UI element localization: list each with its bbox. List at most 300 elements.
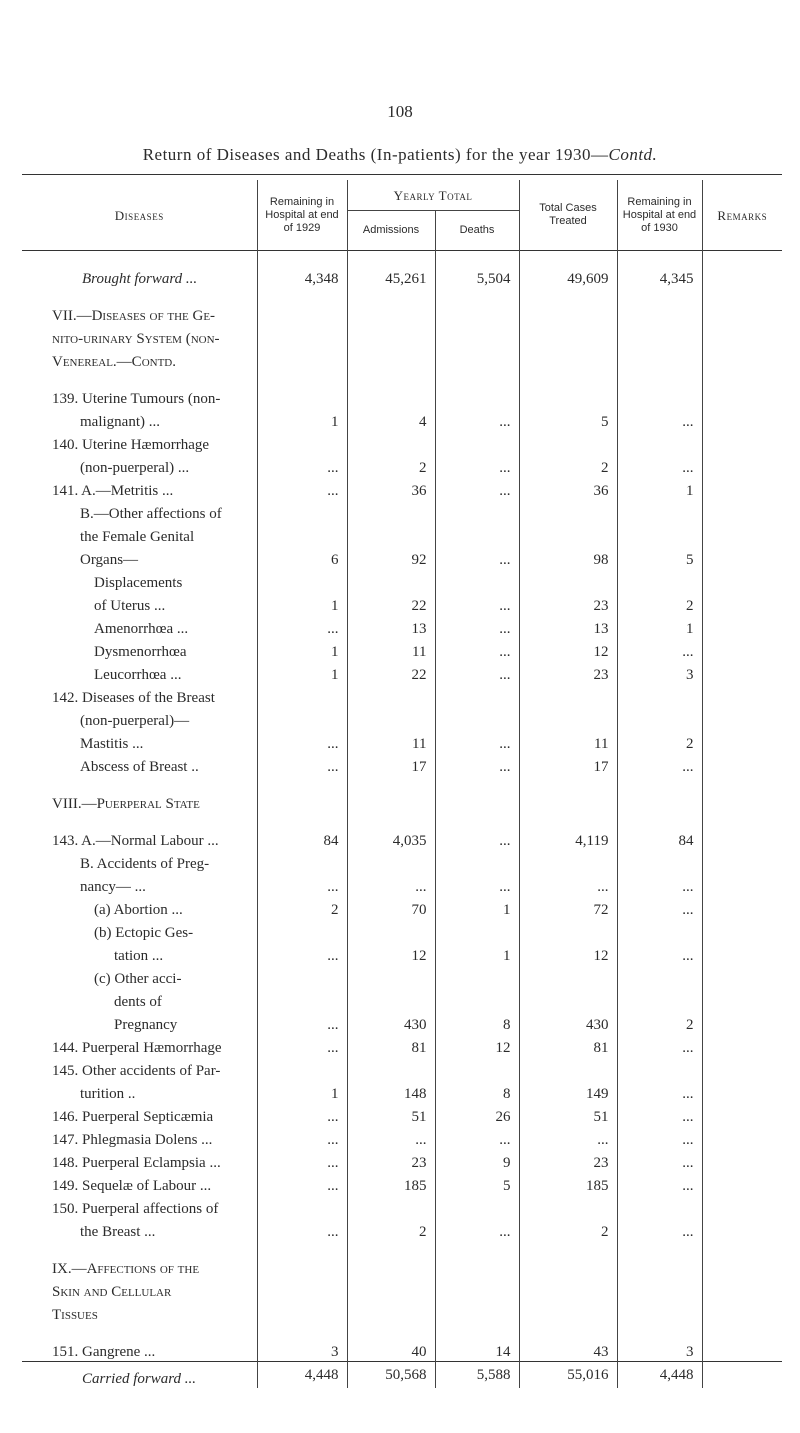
remaining-1930-cell xyxy=(617,1301,702,1324)
row-label: Skin and Cellular xyxy=(52,1284,172,1300)
total-treated-cell xyxy=(519,500,617,523)
remarks-cell xyxy=(702,1255,782,1278)
remaining-1930-cell xyxy=(617,431,702,454)
remarks-cell xyxy=(702,1301,782,1324)
row-label: 147. Phlegmasia Dolens ... xyxy=(52,1132,213,1148)
remaining-1929-cell xyxy=(257,850,347,873)
row-label: (c) Other acci- xyxy=(94,971,182,987)
deaths-cell: 26 xyxy=(435,1103,519,1126)
table-row xyxy=(22,638,782,661)
remaining-1930-cell: 2 xyxy=(617,592,702,615)
row-label: Carried forward ... xyxy=(22,1362,257,1389)
remaining-1930-cell xyxy=(617,919,702,942)
remaining-1929-cell xyxy=(257,1301,347,1324)
table-row xyxy=(22,1195,782,1218)
remaining-1929-cell: 1 xyxy=(257,638,347,661)
remaining-1930-cell xyxy=(617,850,702,873)
remaining-1929-cell: ... xyxy=(257,615,347,638)
row-label: 139. Uterine Tumours (non- xyxy=(52,391,221,407)
admissions-cell xyxy=(347,1255,435,1278)
deaths-cell: ... xyxy=(435,592,519,615)
deaths-cell xyxy=(435,1301,519,1324)
total-treated-cell xyxy=(519,1301,617,1324)
remaining-1929-cell xyxy=(257,1278,347,1301)
row-label: 146. Puerperal Septicæmia xyxy=(52,1109,214,1125)
remaining-1930-cell xyxy=(617,707,702,730)
table-row xyxy=(22,1057,782,1080)
table-row xyxy=(22,1255,782,1278)
row-label: 142. Diseases of the Breast xyxy=(52,690,215,706)
table-row xyxy=(22,1172,782,1195)
returns-table xyxy=(22,180,782,1388)
deaths-cell: 5,588 xyxy=(435,1362,519,1389)
row-label: 151. Gangrene ... xyxy=(52,1344,156,1360)
deaths-cell: ... xyxy=(435,827,519,850)
spacer-row xyxy=(22,813,782,827)
remaining-1929-cell xyxy=(257,500,347,523)
table-row xyxy=(22,1103,782,1126)
total-treated-cell xyxy=(519,919,617,942)
remarks-cell xyxy=(702,546,782,569)
admissions-cell xyxy=(347,431,435,454)
row-label: tation ... xyxy=(114,948,164,964)
remarks-cell xyxy=(702,1011,782,1034)
table-row xyxy=(22,1126,782,1149)
total-treated-cell xyxy=(519,850,617,873)
admissions-cell xyxy=(347,325,435,348)
admissions-cell: 50,568 xyxy=(347,1362,435,1389)
remaining-1930-cell xyxy=(617,1057,702,1080)
remaining-1929-cell: ... xyxy=(257,753,347,776)
deaths-cell xyxy=(435,500,519,523)
total-treated-cell: 12 xyxy=(519,638,617,661)
table-row xyxy=(22,827,782,850)
remaining-1929-cell xyxy=(257,431,347,454)
remaining-1929-cell: ... xyxy=(257,942,347,965)
spacer-row xyxy=(22,1324,782,1338)
remaining-1930-cell xyxy=(617,1278,702,1301)
remaining-1930-cell: ... xyxy=(617,1126,702,1149)
deaths-cell: ... xyxy=(435,477,519,500)
row-label: IX.—Affections of the xyxy=(52,1261,200,1277)
row-label: B. Accidents of Preg- xyxy=(80,856,210,872)
remarks-cell xyxy=(702,348,782,371)
total-treated-cell: 55,016 xyxy=(519,1362,617,1389)
row-label: (non-puerperal) ... xyxy=(80,460,190,476)
remaining-1930-cell: 4,345 xyxy=(617,265,702,288)
admissions-cell xyxy=(347,1301,435,1324)
deaths-cell xyxy=(435,684,519,707)
deaths-cell: ... xyxy=(435,661,519,684)
admissions-cell xyxy=(347,965,435,988)
remaining-1929-cell: 84 xyxy=(257,827,347,850)
remarks-cell xyxy=(702,265,782,288)
table-row xyxy=(22,790,782,813)
row-label: malignant) ... xyxy=(80,414,160,430)
total-treated-cell xyxy=(519,569,617,592)
table-row xyxy=(22,965,782,988)
admissions-cell: 23 xyxy=(347,1149,435,1172)
deaths-cell xyxy=(435,850,519,873)
deaths-cell: 8 xyxy=(435,1011,519,1034)
admissions-cell: 11 xyxy=(347,730,435,753)
total-treated-cell: 43 xyxy=(519,1338,617,1362)
row-label: Amenorrhœa ... xyxy=(94,621,189,637)
remarks-cell xyxy=(702,661,782,684)
remaining-1929-cell: ... xyxy=(257,873,347,896)
table-row xyxy=(22,730,782,753)
deaths-cell xyxy=(435,1195,519,1218)
table-row xyxy=(22,873,782,896)
col-remaining-1929: Remaining in Hospital at end of 1929 xyxy=(257,180,347,251)
total-treated-cell: ... xyxy=(519,873,617,896)
row-label: VII.—Diseases of the Ge- xyxy=(52,308,216,324)
remaining-1929-cell xyxy=(257,385,347,408)
total-treated-cell: 23 xyxy=(519,592,617,615)
row-label: the Female Genital xyxy=(80,529,195,545)
remaining-1930-cell: 5 xyxy=(617,546,702,569)
deaths-cell xyxy=(435,523,519,546)
remaining-1929-cell xyxy=(257,523,347,546)
col-remaining-1930: Remaining in Hospital at end of 1930 xyxy=(617,180,702,251)
page-number: 108 xyxy=(387,102,413,121)
table-row xyxy=(22,896,782,919)
remaining-1930-cell: 1 xyxy=(617,615,702,638)
total-treated-cell: ... xyxy=(519,1126,617,1149)
deaths-cell: ... xyxy=(435,454,519,477)
admissions-cell: 4 xyxy=(347,408,435,431)
deaths-cell xyxy=(435,385,519,408)
remarks-cell xyxy=(702,431,782,454)
remaining-1930-cell: 1 xyxy=(617,477,702,500)
col-diseases: Diseases xyxy=(114,207,164,223)
remaining-1930-cell xyxy=(617,325,702,348)
remaining-1929-cell xyxy=(257,919,347,942)
admissions-cell: 40 xyxy=(347,1338,435,1362)
table-row xyxy=(22,523,782,546)
row-label: the Breast ... xyxy=(80,1224,156,1240)
admissions-cell xyxy=(347,919,435,942)
row-label: 148. Puerperal Eclampsia ... xyxy=(52,1155,221,1171)
remaining-1930-cell xyxy=(617,965,702,988)
total-treated-cell xyxy=(519,1255,617,1278)
remaining-1930-cell: ... xyxy=(617,454,702,477)
remaining-1930-cell: ... xyxy=(617,1149,702,1172)
total-treated-cell xyxy=(519,1195,617,1218)
admissions-cell: ... xyxy=(347,1126,435,1149)
deaths-cell xyxy=(435,919,519,942)
admissions-cell xyxy=(347,385,435,408)
deaths-cell: ... xyxy=(435,1218,519,1241)
deaths-cell xyxy=(435,348,519,371)
remaining-1929-cell xyxy=(257,348,347,371)
admissions-cell xyxy=(347,790,435,813)
deaths-cell: ... xyxy=(435,730,519,753)
remaining-1930-cell: 84 xyxy=(617,827,702,850)
total-treated-cell xyxy=(519,684,617,707)
table-row xyxy=(22,569,782,592)
page-title-main: Return of Diseases and Deaths (In-patients) for the year 1930— xyxy=(142,145,609,164)
table-row xyxy=(22,1301,782,1324)
col-remarks: Remarks xyxy=(702,180,782,251)
admissions-cell xyxy=(347,348,435,371)
row-label: Pregnancy xyxy=(114,1017,178,1033)
remaining-1930-cell: 3 xyxy=(617,1338,702,1362)
top-rule xyxy=(22,174,782,175)
remarks-cell xyxy=(702,684,782,707)
deaths-cell xyxy=(435,1057,519,1080)
remaining-1930-cell xyxy=(617,569,702,592)
total-treated-cell: 2 xyxy=(519,454,617,477)
total-treated-cell: 5 xyxy=(519,408,617,431)
admissions-cell xyxy=(347,302,435,325)
admissions-cell xyxy=(347,1278,435,1301)
page-title xyxy=(0,145,800,165)
remarks-cell xyxy=(702,454,782,477)
remaining-1930-cell xyxy=(617,988,702,1011)
remaining-1930-cell xyxy=(617,684,702,707)
row-label: 143. A.—Normal Labour ... xyxy=(52,833,219,849)
admissions-cell xyxy=(347,523,435,546)
total-treated-cell: 51 xyxy=(519,1103,617,1126)
total-treated-cell: 185 xyxy=(519,1172,617,1195)
table-row xyxy=(22,661,782,684)
admissions-cell: 92 xyxy=(347,546,435,569)
total-treated-cell: 36 xyxy=(519,477,617,500)
total-treated-cell: 430 xyxy=(519,1011,617,1034)
deaths-cell: ... xyxy=(435,1126,519,1149)
deaths-cell xyxy=(435,707,519,730)
total-treated-cell xyxy=(519,965,617,988)
table-row xyxy=(22,431,782,454)
col-total-treated: Total Cases Treated xyxy=(519,180,617,251)
remaining-1929-cell xyxy=(257,988,347,1011)
remarks-cell xyxy=(702,1149,782,1172)
remaining-1930-cell: 3 xyxy=(617,661,702,684)
deaths-cell: 14 xyxy=(435,1338,519,1362)
table-row xyxy=(22,615,782,638)
admissions-cell xyxy=(347,1057,435,1080)
row-label: nancy— ... xyxy=(80,879,146,895)
total-treated-cell xyxy=(519,325,617,348)
admissions-cell: 4,035 xyxy=(347,827,435,850)
row-label: Mastitis ... xyxy=(80,736,144,752)
remaining-1929-cell: 3 xyxy=(257,1338,347,1362)
row-label: Tissues xyxy=(52,1307,98,1323)
table-row xyxy=(22,942,782,965)
remaining-1930-cell xyxy=(617,348,702,371)
deaths-cell xyxy=(435,569,519,592)
table-row xyxy=(22,753,782,776)
row-label: Displacements xyxy=(94,575,183,591)
admissions-cell: 11 xyxy=(347,638,435,661)
row-label: turition .. xyxy=(80,1086,136,1102)
total-treated-cell: 23 xyxy=(519,661,617,684)
deaths-cell: ... xyxy=(435,546,519,569)
remaining-1930-cell: ... xyxy=(617,753,702,776)
deaths-cell: ... xyxy=(435,873,519,896)
admissions-cell: 81 xyxy=(347,1034,435,1057)
remaining-1929-cell: ... xyxy=(257,1103,347,1126)
table-row xyxy=(22,850,782,873)
table-row xyxy=(22,348,782,371)
remaining-1929-cell: 4,348 xyxy=(257,265,347,288)
remarks-cell xyxy=(702,325,782,348)
total-treated-cell xyxy=(519,1057,617,1080)
row-label: Dysmenorrhœa xyxy=(94,644,187,660)
deaths-cell: 5,504 xyxy=(435,265,519,288)
col-admissions: Admissions xyxy=(347,211,435,251)
remarks-cell xyxy=(702,592,782,615)
remarks-cell xyxy=(702,1057,782,1080)
remaining-1929-cell xyxy=(257,1255,347,1278)
remarks-cell xyxy=(702,707,782,730)
table-row xyxy=(22,1034,782,1057)
table-row xyxy=(22,1278,782,1301)
table-row xyxy=(22,707,782,730)
table-row xyxy=(22,302,782,325)
deaths-cell: 5 xyxy=(435,1172,519,1195)
total-treated-cell: 12 xyxy=(519,942,617,965)
admissions-cell: 22 xyxy=(347,592,435,615)
remarks-cell xyxy=(702,730,782,753)
remaining-1929-cell: ... xyxy=(257,1126,347,1149)
admissions-cell xyxy=(347,850,435,873)
remaining-1930-cell: ... xyxy=(617,1034,702,1057)
table-body xyxy=(22,251,782,1389)
table-row xyxy=(22,385,782,408)
remarks-cell xyxy=(702,408,782,431)
deaths-cell: 1 xyxy=(435,942,519,965)
carried-forward-row xyxy=(22,1362,782,1389)
deaths-cell xyxy=(435,302,519,325)
deaths-cell xyxy=(435,325,519,348)
remaining-1929-cell xyxy=(257,325,347,348)
remarks-cell xyxy=(702,569,782,592)
remaining-1930-cell xyxy=(617,385,702,408)
total-treated-cell: 13 xyxy=(519,615,617,638)
remaining-1930-cell: ... xyxy=(617,408,702,431)
deaths-cell xyxy=(435,988,519,1011)
row-label: VIII.—Puerperal State xyxy=(52,796,200,812)
remarks-cell xyxy=(702,919,782,942)
admissions-cell: 148 xyxy=(347,1080,435,1103)
col-deaths: Deaths xyxy=(435,211,519,251)
spacer-row xyxy=(22,251,782,266)
total-treated-cell xyxy=(519,431,617,454)
row-label: Brought forward ... xyxy=(82,271,198,287)
remaining-1929-cell xyxy=(257,569,347,592)
spacer-row xyxy=(22,371,782,385)
deaths-cell: ... xyxy=(435,638,519,661)
remaining-1929-cell: ... xyxy=(257,477,347,500)
admissions-cell xyxy=(347,1195,435,1218)
row-label: 149. Sequelæ of Labour ... xyxy=(52,1178,212,1194)
remaining-1930-cell: 2 xyxy=(617,1011,702,1034)
total-treated-cell xyxy=(519,302,617,325)
remaining-1929-cell: ... xyxy=(257,1218,347,1241)
remarks-cell xyxy=(702,1338,782,1362)
total-treated-cell: 149 xyxy=(519,1080,617,1103)
row-label: Venereal.—Contd. xyxy=(52,354,176,370)
remaining-1930-cell: ... xyxy=(617,1103,702,1126)
admissions-cell: 185 xyxy=(347,1172,435,1195)
table-row xyxy=(22,1218,782,1241)
remaining-1929-cell: 6 xyxy=(257,546,347,569)
admissions-cell: 430 xyxy=(347,1011,435,1034)
total-treated-cell xyxy=(519,1278,617,1301)
remarks-cell xyxy=(702,896,782,919)
remaining-1930-cell xyxy=(617,1195,702,1218)
table-row xyxy=(22,265,782,288)
table-row xyxy=(22,988,782,1011)
remaining-1929-cell xyxy=(257,684,347,707)
row-label: 140. Uterine Hæmorrhage xyxy=(52,437,210,453)
remaining-1929-cell: 1 xyxy=(257,1080,347,1103)
remaining-1930-cell: ... xyxy=(617,1080,702,1103)
total-treated-cell: 4,119 xyxy=(519,827,617,850)
table-row xyxy=(22,325,782,348)
remaining-1929-cell xyxy=(257,1195,347,1218)
remarks-cell xyxy=(702,965,782,988)
total-treated-cell xyxy=(519,707,617,730)
row-label: dents of xyxy=(114,994,162,1010)
remarks-cell xyxy=(702,1080,782,1103)
total-treated-cell: 49,609 xyxy=(519,265,617,288)
deaths-cell: ... xyxy=(435,615,519,638)
admissions-cell: 12 xyxy=(347,942,435,965)
total-treated-cell: 81 xyxy=(519,1034,617,1057)
admissions-cell xyxy=(347,500,435,523)
remaining-1929-cell: ... xyxy=(257,730,347,753)
admissions-cell: 2 xyxy=(347,454,435,477)
remaining-1929-cell xyxy=(257,1057,347,1080)
remaining-1929-cell xyxy=(257,965,347,988)
remaining-1930-cell xyxy=(617,1255,702,1278)
spacer-row xyxy=(22,288,782,302)
remarks-cell xyxy=(702,385,782,408)
remaining-1929-cell xyxy=(257,707,347,730)
row-label: 145. Other accidents of Par- xyxy=(52,1063,221,1079)
total-treated-cell xyxy=(519,523,617,546)
admissions-cell: 45,261 xyxy=(347,265,435,288)
table-header xyxy=(22,180,782,251)
table-row xyxy=(22,1338,782,1362)
row-label: nito-urinary System (non- xyxy=(52,331,220,347)
row-label: 150. Puerperal affections of xyxy=(52,1201,219,1217)
table-row xyxy=(22,546,782,569)
returns-table-wrap xyxy=(22,180,782,1388)
total-treated-cell: 11 xyxy=(519,730,617,753)
total-treated-cell: 17 xyxy=(519,753,617,776)
total-treated-cell xyxy=(519,790,617,813)
remaining-1930-cell: ... xyxy=(617,1218,702,1241)
deaths-cell xyxy=(435,1255,519,1278)
admissions-cell: 36 xyxy=(347,477,435,500)
row-label: (b) Ectopic Ges- xyxy=(94,925,194,941)
remaining-1930-cell: ... xyxy=(617,1172,702,1195)
table-row xyxy=(22,684,782,707)
remarks-cell xyxy=(702,523,782,546)
total-treated-cell xyxy=(519,988,617,1011)
remaining-1930-cell: 4,448 xyxy=(617,1362,702,1389)
remaining-1930-cell xyxy=(617,500,702,523)
col-yearly-total: Yearly Total xyxy=(347,180,519,211)
remarks-cell xyxy=(702,850,782,873)
remarks-cell xyxy=(702,1034,782,1057)
admissions-cell: 2 xyxy=(347,1218,435,1241)
total-treated-cell: 2 xyxy=(519,1218,617,1241)
